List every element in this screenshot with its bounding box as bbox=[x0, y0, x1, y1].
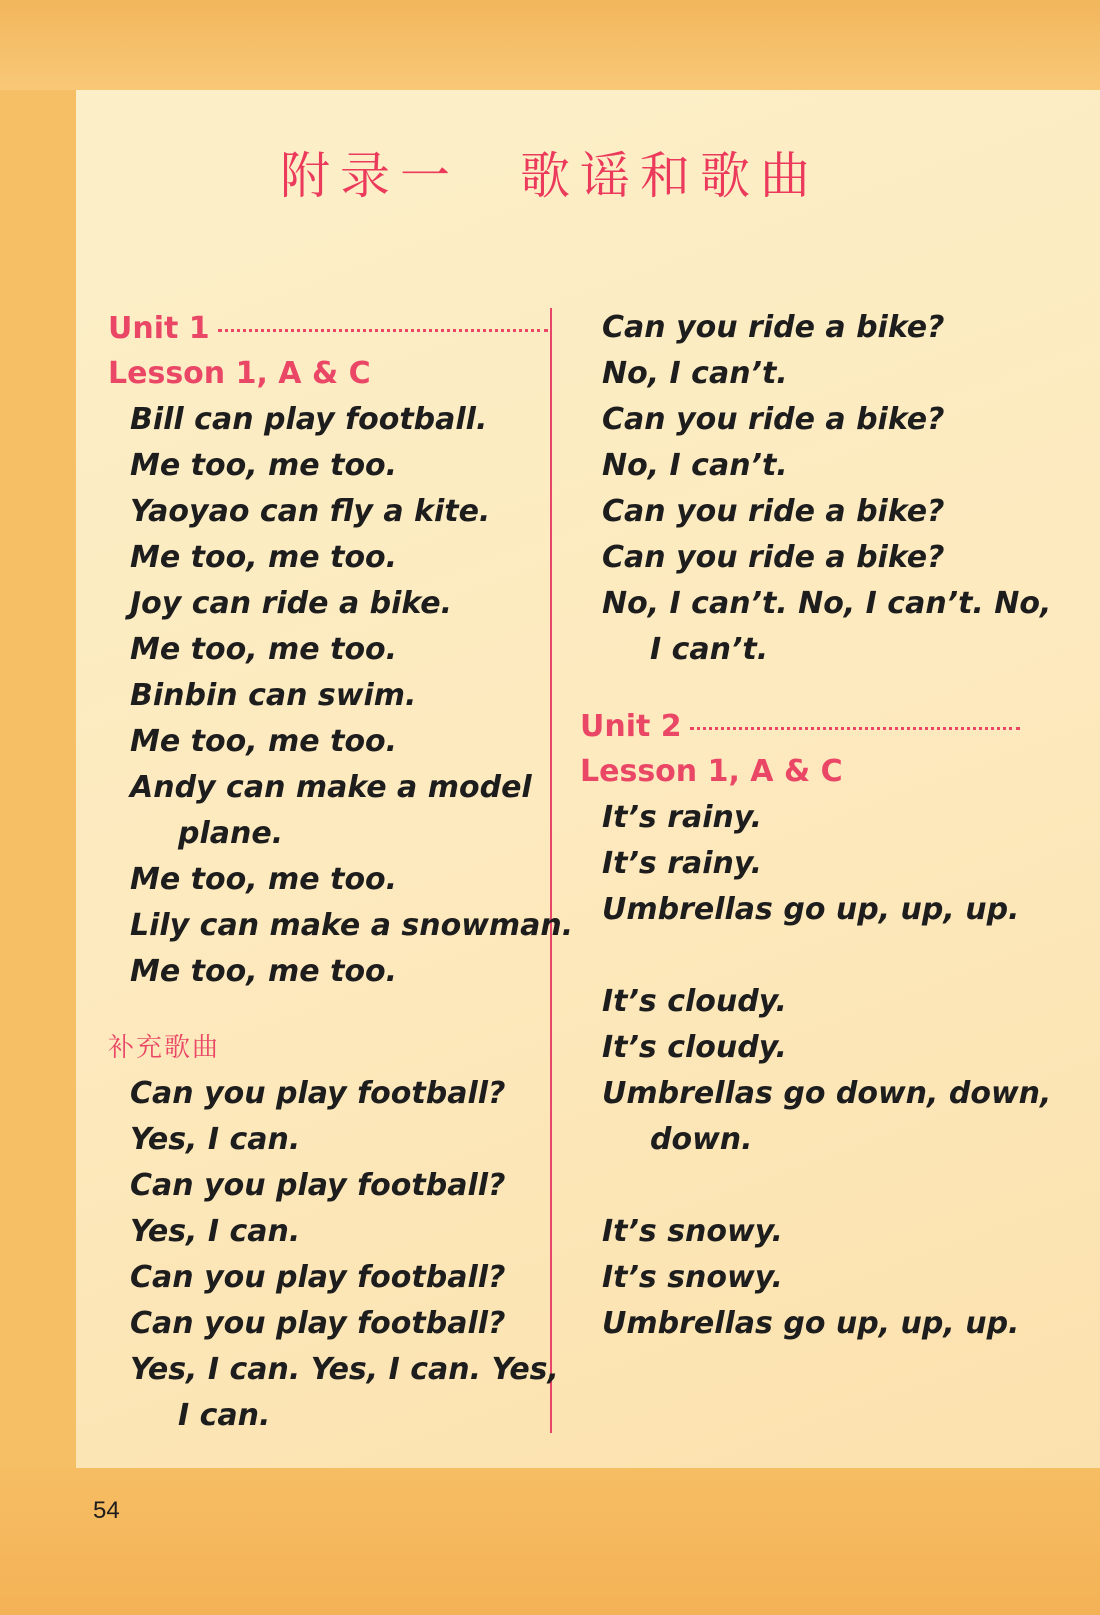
left-column bbox=[108, 305, 574, 1439]
unit-label: Unit 2 bbox=[580, 708, 682, 744]
page-number: 54 bbox=[93, 1497, 120, 1524]
song-line: No, I can’t. bbox=[602, 448, 788, 483]
song-line: Can you ride a bike? bbox=[602, 494, 945, 529]
page-border-bottom bbox=[0, 1468, 1100, 1615]
song-line: Can you play football? bbox=[130, 1076, 506, 1111]
unit-2-heading bbox=[580, 703, 1020, 749]
song-line: Me too, me too. bbox=[130, 448, 398, 483]
dotted-leader bbox=[690, 727, 1020, 730]
song-line: No, I can’t. No, I can’t. No, bbox=[602, 586, 1052, 621]
unit-label: Unit 1 bbox=[108, 310, 210, 346]
song-line: No, I can’t. bbox=[602, 356, 788, 391]
song-line: Can you play football? bbox=[130, 1168, 506, 1203]
lesson-label: Lesson 1, A & C bbox=[580, 754, 843, 789]
song-line: plane. bbox=[178, 816, 284, 851]
unit-2-block bbox=[580, 703, 1052, 1347]
song-line: Me too, me too. bbox=[130, 862, 398, 897]
song-line: It’s cloudy. bbox=[602, 984, 787, 1019]
song-line: Bill can play football. bbox=[130, 402, 488, 437]
song-lines bbox=[580, 795, 1052, 1347]
song-line: Me too, me too. bbox=[130, 954, 398, 989]
song-line: down. bbox=[650, 1122, 753, 1157]
song-line: Can you ride a bike? bbox=[602, 310, 945, 345]
lesson-label: Lesson 1, A & C bbox=[108, 356, 371, 391]
song-line: It’s cloudy. bbox=[602, 1030, 787, 1065]
song-line: Joy can ride a bike. bbox=[130, 586, 453, 621]
song-line: Me too, me too. bbox=[130, 724, 398, 759]
chant-lines bbox=[108, 397, 574, 995]
supplement-song-label: 补充歌曲 bbox=[108, 1033, 221, 1063]
song-line: Umbrellas go up, up, up. bbox=[602, 892, 1020, 927]
song-line: Andy can make a model bbox=[130, 770, 532, 805]
song-line: It’s snowy. bbox=[602, 1214, 783, 1249]
page-border-top bbox=[0, 0, 1100, 90]
song-line: Yes, I can. Yes, I can. Yes, bbox=[130, 1352, 559, 1387]
song-line: I can’t. bbox=[650, 632, 769, 667]
column-divider bbox=[550, 308, 552, 1433]
song-line: Umbrellas go up, up, up. bbox=[602, 1306, 1020, 1341]
supplement-song-lines bbox=[108, 1071, 559, 1439]
song-line: I can. bbox=[178, 1398, 271, 1433]
song-line: Can you play football? bbox=[130, 1260, 506, 1295]
song-line: Yes, I can. bbox=[130, 1214, 301, 1249]
unit-1-heading bbox=[108, 305, 548, 351]
dotted-leader bbox=[218, 329, 548, 332]
song-line: Can you play football? bbox=[130, 1306, 506, 1341]
song-line: Can you ride a bike? bbox=[602, 402, 945, 437]
page-title: 附录一 歌谣和歌曲 bbox=[280, 147, 820, 205]
song-line: It’s snowy. bbox=[602, 1260, 783, 1295]
song-line: Umbrellas go down, down, bbox=[602, 1076, 1052, 1111]
supplement-song-lines-continued bbox=[580, 305, 1052, 673]
song-line: Me too, me too. bbox=[130, 540, 398, 575]
song-line: Can you ride a bike? bbox=[602, 540, 945, 575]
song-line: Binbin can swim. bbox=[130, 678, 417, 713]
song-line: Lily can make a snowman. bbox=[130, 908, 574, 943]
song-line: Yes, I can. bbox=[130, 1122, 301, 1157]
song-line: Yaoyao can fly a kite. bbox=[130, 494, 491, 529]
song-line: Me too, me too. bbox=[130, 632, 398, 667]
song-line: It’s rainy. bbox=[602, 800, 763, 835]
song-line: It’s rainy. bbox=[602, 846, 763, 881]
right-column bbox=[580, 305, 1052, 1347]
